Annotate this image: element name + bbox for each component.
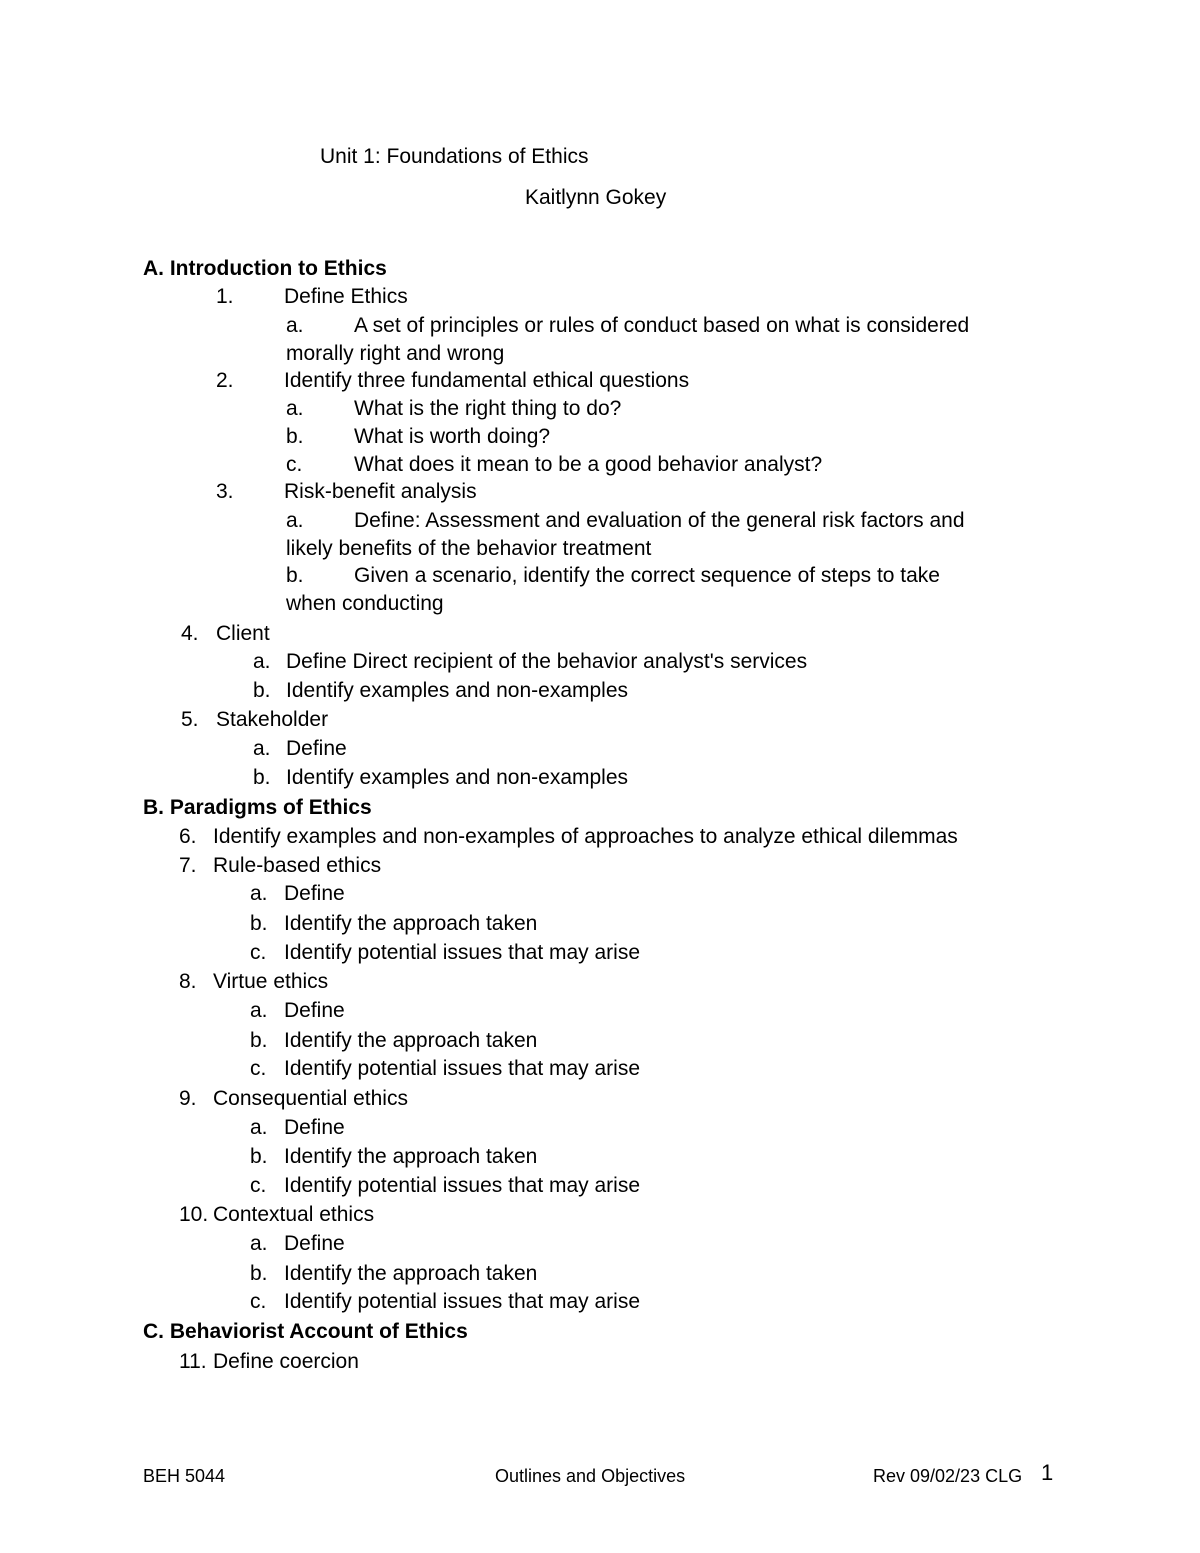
subitem-letter: b. xyxy=(250,1029,268,1052)
subitem-letter: a. xyxy=(253,737,271,760)
subitem-letter: b. xyxy=(253,679,271,702)
subitem-text: Identify examples and non-examples xyxy=(286,679,629,702)
subitem-letter: a. xyxy=(286,509,304,532)
item-number: 11. xyxy=(179,1350,207,1373)
subitem-text: Define xyxy=(286,737,347,760)
item-number: 1. xyxy=(216,285,234,308)
item-text: Virtue ethics xyxy=(213,970,329,993)
section-heading-c: C. Behaviorist Account of Ethics xyxy=(143,1320,468,1343)
document-title: Unit 1: Foundations of Ethics xyxy=(320,145,589,168)
subitem-letter: b. xyxy=(250,1262,268,1285)
subitem-letter: c. xyxy=(250,1174,267,1197)
subitem-text: Identify potential issues that may arise xyxy=(284,1290,641,1313)
item-text: Contextual ethics xyxy=(213,1203,375,1226)
subitem-letter: b. xyxy=(250,912,268,935)
subitem-letter: b. xyxy=(286,425,304,448)
item-text: Define Ethics xyxy=(284,285,408,308)
subitem-letter: b. xyxy=(253,766,271,789)
item-text: Client xyxy=(216,622,270,645)
subitem-letter: a. xyxy=(286,314,304,337)
subitem-letter: a. xyxy=(250,1116,268,1139)
subitem-text-continued: morally right and wrong xyxy=(286,342,505,365)
subitem-text: Identify the approach taken xyxy=(284,1262,538,1285)
subitem-text-continued: likely benefits of the behavior treatment xyxy=(286,537,652,560)
item-number: 3. xyxy=(216,480,234,503)
subitem-letter: a. xyxy=(250,1232,268,1255)
subitem-text: Identify potential issues that may arise xyxy=(284,1057,641,1080)
item-text: Define coercion xyxy=(213,1350,359,1373)
subitem-text: Define Direct recipient of the behavior analyst's services xyxy=(286,650,808,673)
item-number: 8. xyxy=(179,970,197,993)
item-text: Rule-based ethics xyxy=(213,854,382,877)
subitem-text: Identify potential issues that may arise xyxy=(284,1174,641,1197)
subitem-letter: a. xyxy=(253,650,271,673)
subitem-letter: a. xyxy=(250,999,268,1022)
subitem-text: Define xyxy=(284,1116,345,1139)
item-text: Consequential ethics xyxy=(213,1087,408,1110)
section-heading-a: A. Introduction to Ethics xyxy=(143,257,387,280)
subitem-letter: b. xyxy=(286,564,304,587)
subitem-text: Define xyxy=(284,999,345,1022)
section-heading-b: B. Paradigms of Ethics xyxy=(143,796,372,819)
item-text: Identify three fundamental ethical questions xyxy=(284,369,690,392)
footer-document-type: Outlines and Objectives xyxy=(495,1466,686,1486)
item-text: Risk-benefit analysis xyxy=(284,480,477,503)
page-number: 1 xyxy=(1041,1460,1054,1485)
subitem-text: Define xyxy=(284,1232,345,1255)
subitem-letter: a. xyxy=(250,882,268,905)
item-number: 5. xyxy=(181,708,199,731)
subitem-letter: c. xyxy=(250,941,267,964)
subitem-letter: c. xyxy=(286,453,303,476)
subitem-text: What is the right thing to do? xyxy=(354,397,622,420)
item-number: 4. xyxy=(181,622,199,645)
item-number: 10. xyxy=(179,1203,209,1226)
subitem-text: What is worth doing? xyxy=(354,425,551,448)
item-number: 6. xyxy=(179,825,197,848)
subitem-text: What does it mean to be a good behavior analyst? xyxy=(354,453,823,476)
subitem-text-continued: when conducting xyxy=(286,592,444,615)
subitem-text: Identify the approach taken xyxy=(284,1029,538,1052)
subitem-text: Identify potential issues that may arise xyxy=(284,941,641,964)
item-text: Identify examples and non-examples of approaches to analyze ethical dilemmas xyxy=(213,825,958,848)
subitem-letter: b. xyxy=(250,1145,268,1168)
footer-course-code: BEH 5044 xyxy=(143,1466,226,1486)
item-text: Stakeholder xyxy=(216,708,329,731)
footer-revision: Rev 09/02/23 CLG xyxy=(873,1466,1023,1486)
document-author: Kaitlynn Gokey xyxy=(525,186,667,209)
subitem-text: Identify examples and non-examples xyxy=(286,766,629,789)
subitem-text: Define xyxy=(284,882,345,905)
subitem-text: Given a scenario, identify the correct sequence of steps to take xyxy=(354,564,940,587)
subitem-letter: a. xyxy=(286,397,304,420)
subitem-text: A set of principles or rules of conduct based on what is considered xyxy=(354,314,970,337)
item-number: 9. xyxy=(179,1087,197,1110)
subitem-text: Identify the approach taken xyxy=(284,1145,538,1168)
subitem-text: Identify the approach taken xyxy=(284,912,538,935)
item-number: 2. xyxy=(216,369,234,392)
item-number: 7. xyxy=(179,854,197,877)
subitem-letter: c. xyxy=(250,1057,267,1080)
subitem-letter: c. xyxy=(250,1290,267,1313)
subitem-text: Define: Assessment and evaluation of the general risk factors and xyxy=(354,509,965,532)
